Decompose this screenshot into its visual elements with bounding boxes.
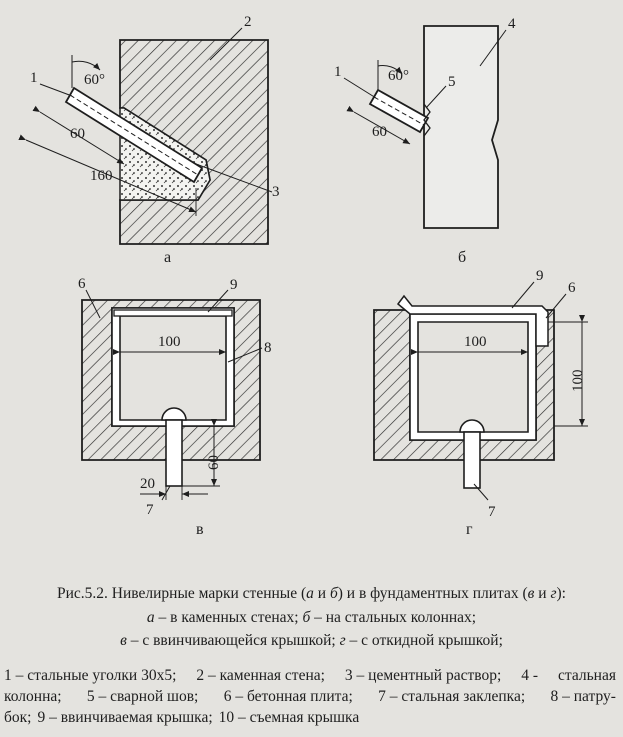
figure-caption: Рис.5.2. Нивелирные марки стенные (а и б) и в фундаментных плитах (в и г): — [57, 585, 566, 602]
legend-item: колонна; — [4, 688, 62, 705]
dim-length-a: 60 — [70, 126, 85, 142]
dim-inner-g: 100 — [464, 334, 487, 350]
steel-rivet-v — [162, 408, 186, 486]
callout-v-8: 8 — [264, 340, 272, 356]
legend-item: 6 – бетонная плита; — [223, 688, 353, 705]
legend-item: 8 – патру- — [550, 688, 616, 705]
screw-lid-v — [114, 310, 232, 316]
legend-item: 5 – сварной шов; — [86, 688, 199, 705]
legend-item: 1 – стальные уголки 30х5; — [4, 667, 177, 684]
callout-b-4: 4 — [508, 16, 516, 32]
angle-label-a: 60° — [84, 72, 105, 88]
callout-a-2: 2 — [244, 14, 252, 30]
dim-rivet-width-v: 20 — [140, 476, 155, 492]
sublabel-g: г — [466, 521, 473, 538]
callout-v-7: 7 — [146, 502, 154, 518]
legend-row-3 — [4, 707, 616, 728]
subfigure-a — [26, 14, 280, 266]
legend-item: 3 – цементный раствор; — [344, 667, 502, 684]
subfigure-v — [78, 276, 272, 538]
legend-item: 2 – каменная стена; — [196, 667, 325, 684]
legend — [4, 665, 616, 728]
sublabel-v: в — [196, 521, 204, 538]
sublabel-b: б — [458, 249, 467, 266]
caption-line-2: в – с ввинчивающейся крышкой; г – с откидной крышкой; — [120, 632, 503, 649]
callout-a-1: 1 — [30, 70, 38, 86]
callout-g-6: 6 — [568, 280, 576, 296]
callout-g-7: 7 — [488, 504, 496, 520]
legend-row-1 — [4, 665, 616, 686]
legend-item: 9 – ввинчиваемая крышка; — [37, 709, 213, 726]
legend-item: 10 – съемная крышка — [218, 709, 360, 726]
callout-b-5: 5 — [448, 74, 456, 90]
callout-v-6: 6 — [78, 276, 86, 292]
legend-row-2 — [4, 686, 616, 707]
legend-item: 7 – стальная заклепка; — [378, 688, 526, 705]
legend-item: бок; — [4, 709, 32, 726]
dim-rivet-length-v: 60 — [206, 455, 222, 470]
subfigure-b — [334, 16, 516, 266]
dim-height-g: 100 — [570, 369, 586, 392]
caption-line-1: а – в каменных стенах; б – на стальных колоннах; — [146, 609, 477, 626]
legend-item: 4 - — [521, 667, 539, 684]
callout-b-1: 1 — [334, 64, 342, 80]
sublabel-a: а — [164, 249, 172, 266]
legend-item: стальная — [557, 667, 616, 684]
subfigure-g — [374, 268, 588, 538]
callout-a-3: 3 — [272, 184, 280, 200]
angle-label-b: 60° — [388, 68, 409, 84]
dim-total-a: 160 — [90, 168, 113, 184]
steel-rivet-g — [460, 420, 484, 488]
callout-g-9: 9 — [536, 268, 544, 284]
callout-v-9: 9 — [230, 277, 238, 293]
dim-length-b: 60 — [372, 124, 387, 140]
dim-inner-v: 100 — [158, 334, 181, 350]
